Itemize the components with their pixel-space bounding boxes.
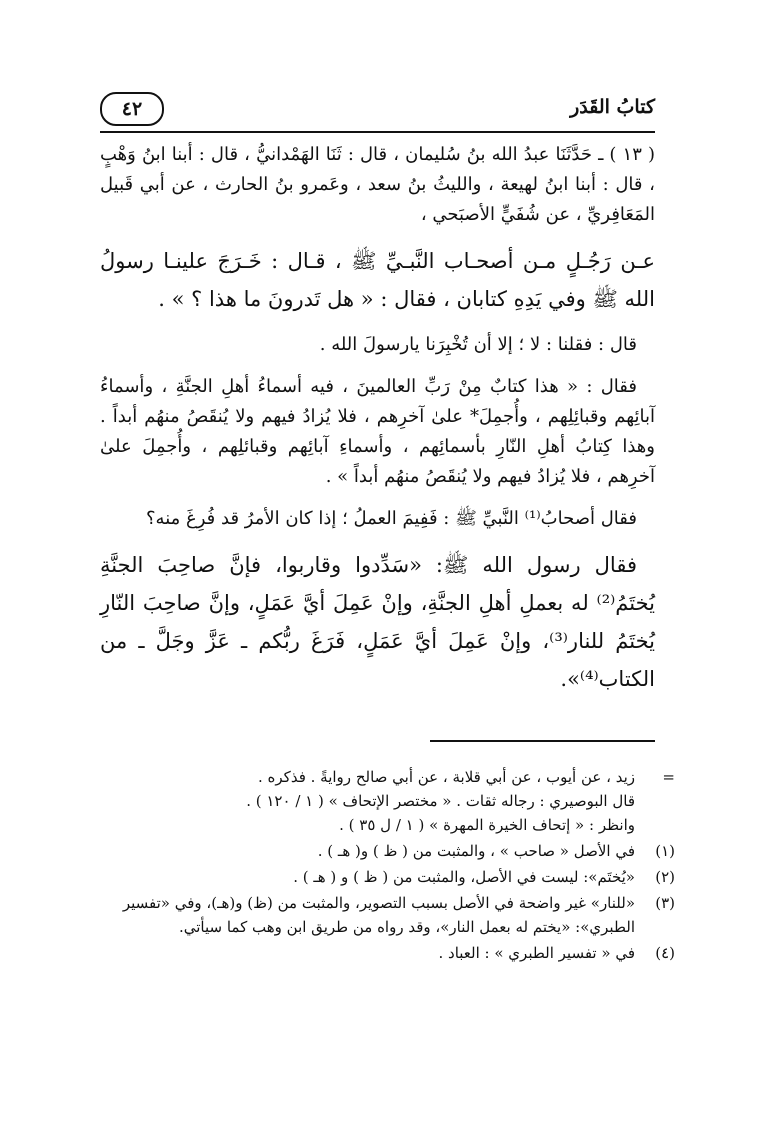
answer-paragraph: فقال رسول الله ﷺ: «سَدِّدوا وقاربوا، فإنَّ صاحِبَ الجنَّةِ يُختَمُ⁽²⁾ له بعملِ أهلِ الجنَّةِ، وإنْ عَمِلَ أيَّ عَمَلٍ، وإنَّ صاحِبَ النّارِ يُختَمُ للنار⁽³⁾، وإنْ عَمِلَ أيَّ عَمَلٍ، فَرَغَ ربُّكم ـ عَزَّ وجَلَّ ـ من الكتاب⁽⁴⁾».	[100, 553, 655, 691]
running-title: كتابُ القَدَر	[570, 96, 655, 118]
continuation-line: وانظر : « إتحاف الخيرة المهرة » ( ١ / ل ٣٥ ) .	[339, 816, 635, 834]
footnote-separator	[430, 740, 655, 742]
footnote-number: (٢)	[655, 868, 675, 886]
question-paragraph: فقال أصحابُ⁽¹⁾ النَّبيِّ ﷺ : فَفِيمَ العملُ ؛ إذا كان الأمرُ قد فُرِغَ منه؟	[146, 508, 637, 529]
hadith-text	[100, 140, 655, 710]
footnote-item	[80, 941, 675, 965]
page-number: ٤٢	[100, 92, 164, 126]
footnote-item	[80, 865, 675, 889]
isnad-paragraph: ( ١٣ ) ـ حَدَّثَنَا عبدُ الله بنُ سُليمان ، قال : ثَنَا الهَمْدانيُّ ، قال : أبنا ابنُ وَهْبٍ ، قال : أبنا ابنُ لهيعة ، والليثُ بنُ سعد ، وعَمرو بنُ الحارث ، عن أبي قَبيل المَعَافِريِّ ، عن شُفَيٍّ الأصبَحي ،	[100, 144, 656, 225]
footnotes	[80, 765, 675, 967]
companions-reply-paragraph: قال : فقلنا : لا ؛ إلا أن تُخْبِرَنا يارسولَ الله .	[319, 334, 637, 355]
header-rule	[100, 131, 655, 133]
continuation-mark: =	[662, 768, 675, 786]
footnote-text: في « تفسير الطبري » : العباد .	[438, 944, 635, 962]
footnote-number: (١)	[655, 842, 675, 860]
footnote-number: (٣)	[655, 894, 675, 912]
footnote-text: في الأصل « صاحب » ، والمثبت من ( ظ ) و( هـ ) .	[317, 842, 635, 860]
continuation-line: قال البوصيري : رجاله ثقات . « مختصر الإتحاف » ( ١ / ١٢٠ ) .	[246, 792, 635, 810]
footnote-item	[80, 891, 675, 939]
footnote-continuation	[80, 765, 675, 837]
footnote-item	[80, 839, 675, 863]
footnote-text: «للنار» غير واضحة في الأصل بسبب التصوير، والمثبت من (ظ) و(هـ)، وفي «تفسير الطبري»: «يختم له بعمل النار»، وقد رواه من طريق ابن وهب كما سيأتي.	[122, 894, 635, 936]
page-header	[100, 88, 655, 132]
footnote-text: «يُختَم»: ليست في الأصل، والمثبت من ( ظ ) و ( هـ ) .	[293, 868, 635, 886]
two-books-paragraph: فقال : « هذا كتابٌ مِنْ رَبِّ العالمينَ ، فيه أسماءُ أهلِ الجنَّةِ ، وأسماءُ آبائِهم وقبائِلِهم ، وأُجمِلَ* علىٰ آخرِهم ، فلا يُزادُ فيهم ولا يُنقَصُ منهُم أبداً . وهذا كِتابُ أهلِ النّارِ بأسمائِهم ، وأسماءِ آبائِهم وقبائلِهم ، وأُجمِلَ علىٰ آخرِهم ، فلا يُزادُ فيهم ولا يُنقَصُ منهُم أبداً » .	[100, 376, 655, 487]
matn-opening-paragraph: عـن رَجُـلٍ مـن أصحـاب النَّبـيِّ ﷺ ، قـال : خَـرَجَ علينـا رسولُ الله ﷺ وفي يَدِهِ كتابان ، فقال : « هل تَدرونَ ما هذا ؟ » .	[100, 249, 655, 311]
continuation-line: زيد ، عن أيوب ، عن أبي قلابة ، عن أبي صالح روايةً . فذكره .	[258, 768, 635, 786]
footnote-number: (٤)	[655, 944, 675, 962]
